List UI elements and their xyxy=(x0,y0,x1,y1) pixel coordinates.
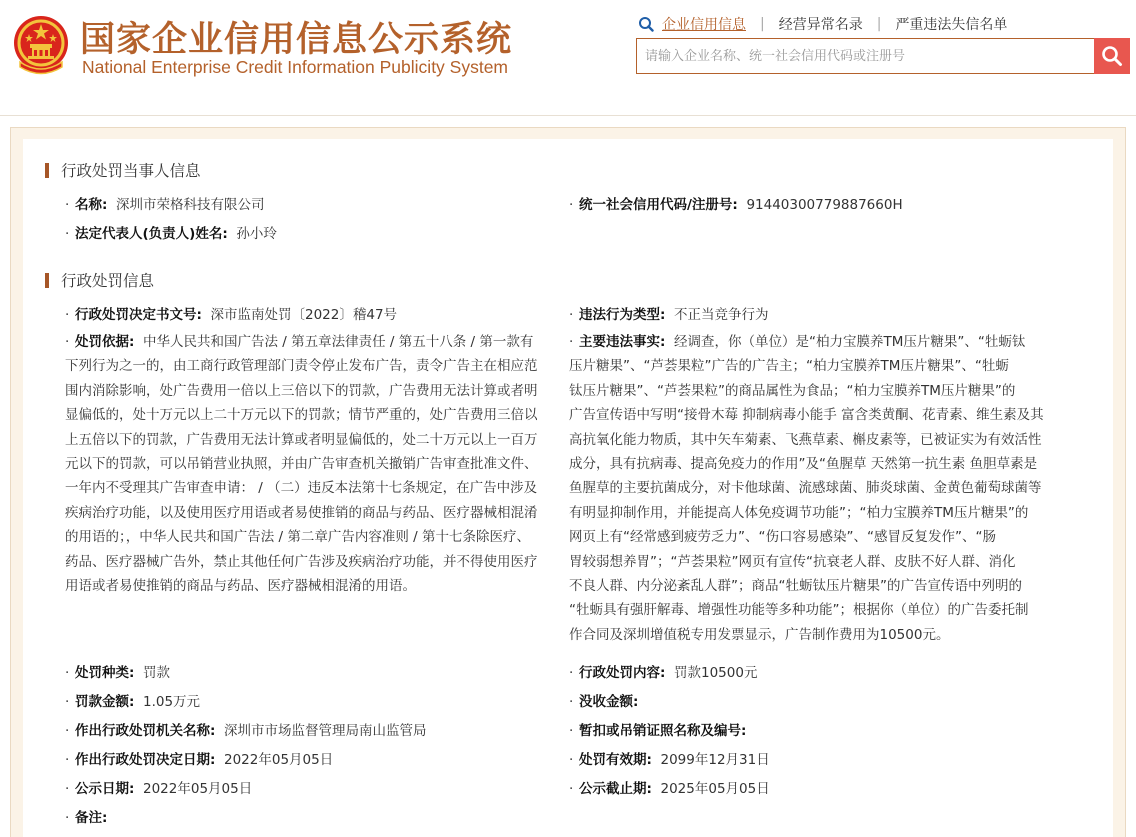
basis-line: 下列行为之一的，由工商行政管理部门责令停止发布广告，责令广告主在相应范 xyxy=(65,358,538,375)
basis-paragraph xyxy=(65,330,565,598)
nav-divider: | xyxy=(760,16,765,32)
violation-type-value: 不正当竞争行为 xyxy=(674,307,769,323)
field-name: · 名称: 深圳市荣格科技有限公司 xyxy=(65,197,265,213)
doc-no-value: 深市监南处罚〔2022〕稽47号 xyxy=(210,307,398,323)
search-box xyxy=(636,38,1095,74)
field-credit-code: · 统一社会信用代码/注册号: 91440300779887660H xyxy=(569,197,903,213)
publish-date-value: 2022年05月05日 xyxy=(143,781,253,797)
field-confiscate-amount: · 没收金额: xyxy=(569,694,639,710)
basis-line: 围内消除影响，处广告费用一倍以上三倍以下的罚款，广告费用无法计算或者明 xyxy=(65,382,538,399)
basis-line: 疾病治疗功能，以及使用医疗用语或者易使推销的商品与药品、医疗器械相混淆 xyxy=(65,504,538,521)
home-icon[interactable] xyxy=(638,16,654,32)
content-inner xyxy=(23,139,1113,837)
facts-line: 广告宣传语中写明“接骨木莓 抑制病毒小能手 富含类黄酮、花青素、维生素及其 xyxy=(569,407,1044,424)
nav-serious-violations[interactable]: 严重违法失信名单 xyxy=(895,17,1008,33)
facts-line: · 主要违法事实: 经调查，你（单位）是“柏力宝膜养TM压片糖果”、“牡蛎钛 xyxy=(569,334,1026,350)
basis-line: 用语或者易使推销的商品与药品、医疗器械相混淆的用语。 xyxy=(65,578,416,595)
basis-line: 上五倍以下的罚款，广告费用无法计算或者明显偏低的，处二十万元以上一百万 xyxy=(65,431,538,448)
penalty-content-value: 罚款10500元 xyxy=(674,665,758,681)
search-input[interactable] xyxy=(637,39,1095,73)
field-penalty-type: · 处罚种类: 罚款 xyxy=(65,665,170,681)
field-fine-amount: · 罚款金额: 1.05万元 xyxy=(65,694,201,710)
facts-line: 作合同及深圳增值税专用发票显示，广告制作费用为10500元。 xyxy=(569,626,950,643)
facts-line: “牡蛎具有强肝解毒、增强性功能等多种功能”；根据你（单位）的广告委托制 xyxy=(569,602,1029,619)
site-header xyxy=(0,0,1136,116)
facts-line: 成分，具有抗病毒、提高免疫力的作用”及“鱼腥草 天然第一抗生素 鱼胆草素是 xyxy=(569,456,1038,473)
basis-line: 的用语的；，中华人民共和国广告法 / 第二章广告内容准则 / 第十七条除医疗、 xyxy=(65,529,531,546)
field-publish-end: · 公示截止期: 2025年05月05日 xyxy=(569,781,770,797)
penalty-section-title: 行政处罚信息 xyxy=(45,269,154,291)
national-emblem-icon xyxy=(12,14,70,76)
party-name-value: 深圳市荣格科技有限公司 xyxy=(116,197,265,213)
facts-line: 网页上有“经常感到疲劳乏力”、“伤口容易感染”、“感冒反复发作”、“肠 xyxy=(569,529,996,546)
facts-line: 压片糖果”、“芦荟果粒”广告的广告主；“柏力宝膜养TM压片糖果”、“牡蛎 xyxy=(569,358,1009,375)
penalty-type-value: 罚款 xyxy=(143,665,170,681)
content-panel xyxy=(10,127,1126,837)
site-title-en: National Enterprise Credit Information Publicity System xyxy=(82,57,509,77)
fine-amount-value: 1.05万元 xyxy=(143,694,201,710)
basis-line: 一年内不受理其广告审查申请： / （二）违反本法第十七条规定，在广告中涉及 xyxy=(65,480,538,497)
field-valid-until: · 处罚有效期: 2099年12月31日 xyxy=(569,752,770,768)
field-penalty-content: · 行政处罚内容: 罚款10500元 xyxy=(569,665,758,681)
nav-enterprise-credit[interactable]: 企业信用信息 xyxy=(662,17,746,33)
publish-end-value: 2025年05月05日 xyxy=(660,781,770,797)
nav-divider: | xyxy=(876,16,882,32)
site-title-cn: 国家企业信用信息公示系统 xyxy=(80,20,513,60)
facts-line: 不良人群、内分泌紊乱人群”；商品“牡蛎钛压片糖果”的广告宣传语中列明的 xyxy=(569,578,1022,595)
facts-paragraph xyxy=(569,330,1081,647)
search-icon xyxy=(1101,45,1123,67)
field-publish-date: · 公示日期: 2022年05月05日 xyxy=(65,781,253,797)
section-marker xyxy=(45,163,49,178)
field-doc-no: · 行政处罚决定书文号: 深市监南处罚〔2022〕稽47号 xyxy=(65,307,398,323)
party-section-title: 行政处罚当事人信息 xyxy=(45,159,201,181)
field-decision-date: · 作出行政处罚决定日期: 2022年05月05日 xyxy=(65,752,334,768)
field-violation-type: · 违法行为类型: 不正当竞争行为 xyxy=(569,307,769,323)
facts-line: 高抗氧化能力物质，其中矢车菊素、飞燕草素、槲皮素等，已被证实为有效活性 xyxy=(569,431,1042,448)
basis-line: 元以下的罚款，可以吊销营业执照，并由广告审查机关撤销广告审查批准文件、 xyxy=(65,456,538,473)
nav-abnormal-operations[interactable]: 经营异常名录 xyxy=(778,17,863,33)
decision-date-value: 2022年05月05日 xyxy=(224,752,334,768)
field-authority: · 作出行政处罚机关名称: 深圳市市场监督管理局南山监管局 xyxy=(65,723,427,739)
credit-code-value: 91440300779887660H xyxy=(746,197,903,213)
search-button[interactable] xyxy=(1094,38,1130,74)
facts-line: 钛压片糖果”、“芦荟果粒”的商品属性为食品；“柏力宝膜养TM压片糖果”的 xyxy=(569,382,1016,399)
basis-line: 药品、医疗器械广告外，禁止其他任何广告涉及疾病治疗功能，并不得使用医疗 xyxy=(65,553,538,570)
basis-line: · 处罚依据: 中华人民共和国广告法 / 第五章法律责任 / 第五十八条 / 第一款有 xyxy=(65,334,534,350)
legal-rep-value: 孙小玲 xyxy=(236,226,277,242)
basis-line: 显偏低的，处十万元以上二十万元以下的罚款；情节严重的，处广告费用三倍以 xyxy=(65,407,538,424)
authority-value: 深圳市市场监督管理局南山监管局 xyxy=(224,723,427,739)
field-license: · 暂扣或吊销证照名称及编号: xyxy=(569,723,747,739)
field-remark: · 备注: xyxy=(65,810,108,826)
section-marker xyxy=(45,273,49,288)
facts-line: 胃较弱想养胃”；“芦荟果粒”网页有宣传“抗衰老人群、皮肤不好人群、消化 xyxy=(569,553,1016,570)
valid-until-value: 2099年12月31日 xyxy=(660,752,770,768)
field-legal-rep: · 法定代表人(负责人)姓名: 孙小玲 xyxy=(65,226,277,242)
facts-line: 有明显抑制作用，并能提高人体免疫调节功能”；“柏力宝膜养TM压片糖果”的 xyxy=(569,504,1029,521)
top-nav xyxy=(638,14,1007,34)
facts-line: 鱼腥草的主要抗菌成分，对卡他球菌、流感球菌、肺炎球菌、金黄色葡萄球菌等 xyxy=(569,480,1042,497)
